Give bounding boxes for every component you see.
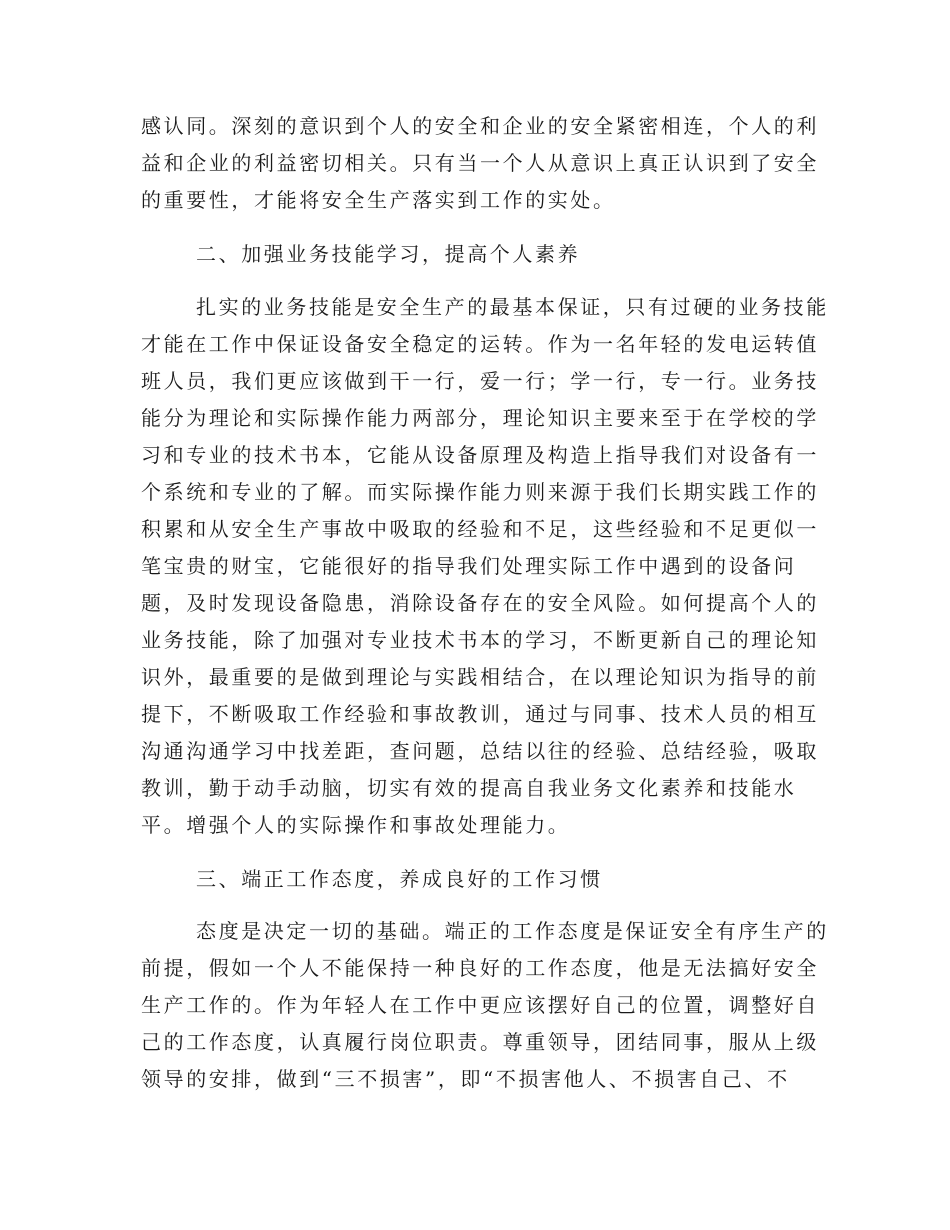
- paragraph-line: 才能在工作中保证设备安全稳定的运转。作为一名年轻的发电运转值: [141, 332, 819, 356]
- paragraph-line: 教训，勤于动手动脑，切实有效的提高自我业务文化素养和技能水: [141, 776, 797, 800]
- paragraph-line: 笔宝贵的财宝，它能很好的指导我们处理实际工作中遇到的设备问: [141, 554, 797, 578]
- paragraph-line: 习和专业的技术书本，它能从设备原理及构造上指导我们对设备有一: [141, 443, 819, 467]
- paragraph-line: 识外，最重要的是做到理论与实践相结合，在以理论知识为指导的前: [141, 665, 819, 689]
- paragraph-line: 提下，不断吸取工作经验和事故教训，通过与同事、技术人员的相互: [141, 702, 819, 726]
- paragraph-line: 个系统和专业的了解。而实际操作能力则来源于我们长期实践工作的: [141, 480, 819, 504]
- paragraph-line: 领导的安排，做到“三不损害”，即“不损害他人、不损害自己、不: [141, 1067, 790, 1091]
- section-heading: 二、加强业务技能学习，提高个人素养: [196, 242, 581, 266]
- paragraph-line: 态度是决定一切的基础。端正的工作态度是保证安全有序生产的: [196, 919, 829, 943]
- paragraph-line: 扎实的业务技能是安全生产的最基本保证，只有过硬的业务技能: [196, 295, 829, 319]
- paragraph-line: 能分为理论和实际操作能力两部分，理论知识主要来至于在学校的学: [141, 406, 819, 430]
- paragraph-line: 感认同。深刻的意识到个人的安全和企业的安全紧密相连，个人的利: [141, 114, 819, 138]
- paragraph-line: 前提，假如一个人不能保持一种良好的工作态度，他是无法搞好安全: [141, 956, 819, 980]
- paragraph-line: 积累和从安全生产事故中吸取的经验和不足，这些经验和不足更似一: [141, 517, 819, 541]
- paragraph-line: 平。增强个人的实际操作和事故处理能力。: [141, 813, 571, 837]
- section-heading: 三、端正工作态度，养成良好的工作习惯: [196, 867, 603, 891]
- paragraph-line: 沟通沟通学习中找差距，查问题，总结以往的经验、总结经验，吸取: [141, 739, 819, 763]
- paragraph-line: 班人员，我们更应该做到干一行，爱一行；学一行，专一行。业务技: [141, 369, 819, 393]
- paragraph-line: 己的工作态度，认真履行岗位职责。尊重领导，团结同事，服从上级: [141, 1030, 819, 1054]
- paragraph-line: 业务技能，除了加强对专业技术书本的学习，不断更新自己的理论知: [141, 628, 819, 652]
- paragraph-line: 益和企业的利益密切相关。只有当一个人从意识上真正认识到了安全: [141, 151, 819, 175]
- paragraph-line: 生产工作的。作为年轻人在工作中更应该摆好自己的位置，调整好自: [141, 993, 819, 1017]
- paragraph-line: 题，及时发现设备隐患，消除设备存在的安全风险。如何提高个人的: [141, 591, 819, 615]
- paragraph-line: 的重要性，才能将安全生产落实到工作的实处。: [141, 188, 616, 212]
